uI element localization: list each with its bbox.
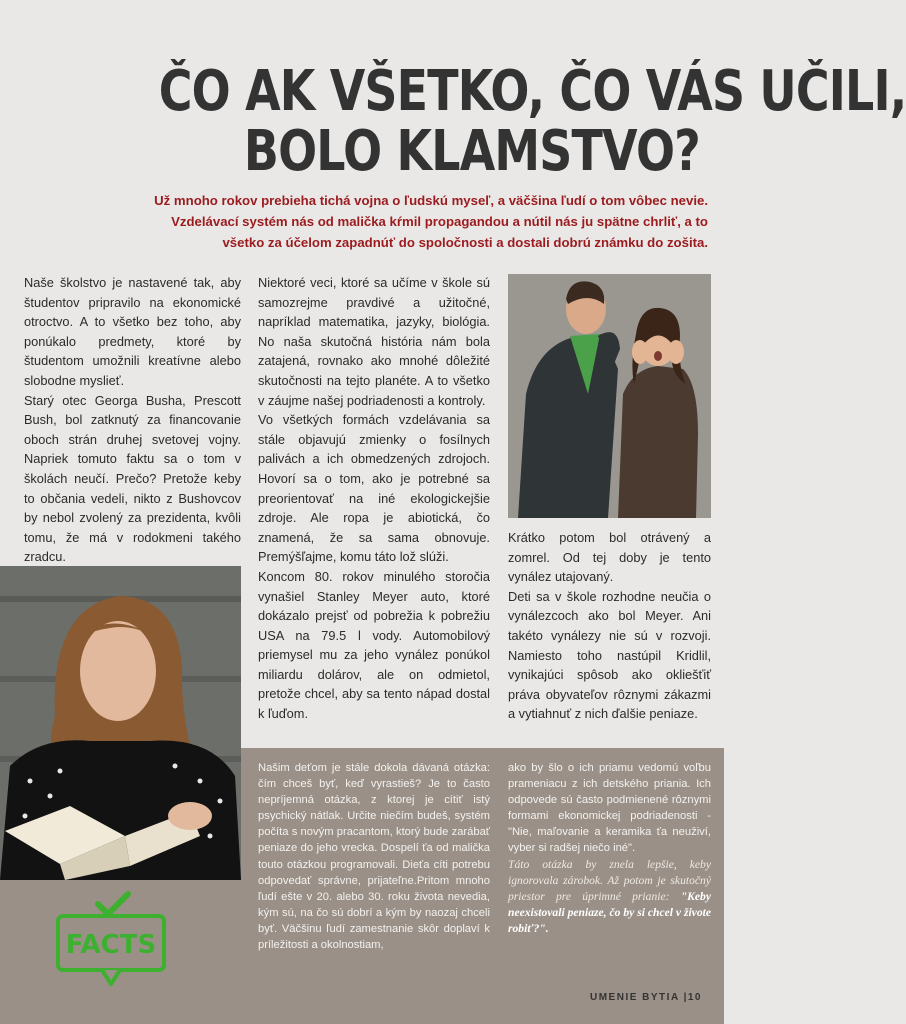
facts-italic-paragraph (508, 857, 711, 937)
facts-label: FACTS (65, 930, 157, 960)
facts-italic-text: Táto otázka by znela lepšie, keby ignorovala zárobok. Až potom je skutočný priestor pre úprimné prianie: (508, 857, 711, 903)
article-column-2 (258, 273, 490, 724)
reading-girl-photo (0, 566, 241, 880)
whisper-photo-illustration (508, 274, 711, 518)
checkmark-icon (98, 894, 128, 914)
lead-line-1: Už mnoho rokov prebieha tichá vojna o ľudskú myseľ, a väčšina ľudí o tom vôbec nevie. (154, 193, 708, 208)
facts-text-right (508, 760, 711, 937)
lead-paragraph (98, 190, 708, 253)
title-line-2: BOLO KLAMSTVO? (243, 118, 700, 184)
reading-girl-illustration (0, 566, 241, 880)
col2-paragraph-2: Vo všetkých formách vzdelávania sa stále objavujú zmienky o fosílnych palivách a ich obmedzených zdrojoch. Hovorí sa o tom, ako je potrebné sa preorientovať na iné ekologickejšie zdroje. Ale ropa je abiotická, čo znamená, že sa sama obnovuje. Premýšľajme, komu táto lož slúži. (258, 412, 490, 565)
col2-paragraph-3: Koncom 80. rokov minulého storočia vynašiel Stanley Meyer auto, ktoré dokázalo prejsť od pobrežia k pobrežiu USA na 79.5 l vody. Automobilový priemysel mu za jeho vynález ponúkol miliardu dolárov, ale on odmietol, pretože chcel, aby sa tento nápad dostal k ľuďom. (258, 568, 490, 722)
lead-line-3: všetko za účelom zapadnúť do spoločnosti a dostali dobrú známku do zošita. (222, 235, 708, 250)
facts-left-paragraph: Našim deťom je stále dokola dávaná otázka: čím chceš byť, keď vyrastieš? Je to často nepríjemná otázka, z ktorej je cítiť istý psychický nátlak. Určite niečím budeš, systém počíta s novým pracantom, ktorý bude zarábať peniaze do jeho vrecka. Dospelí ťa od malička touto otázkou programovali. Dieťa cíti potrebu odpovedať správne, prijateľne.Pritom mnoho ľudí ešte v 20. alebo 30. roku života nevedia, kým sú, na čo sú dobrí a kým by naozaj chceli byť. Väčšinu ľudí zamestnanie skôr doplaví k príležitosti a okolnostiam, (258, 762, 490, 952)
page-footer: UMENIE BYTIA |10 (590, 992, 702, 1003)
article-column-3 (508, 528, 711, 724)
col2-paragraph-1: Niektoré veci, ktoré sa učíme v škole sú samozrejme pravdivé a užitočné, napríklad matematika, jazyky, biológia. No naša skutočná história nám bola zatajená, rovnako ako mnohé dôležité skutočnosti na tejto planéte. A to všetko v záujme našej podriadenosti a kontroly. (258, 275, 490, 408)
lead-line-2: Vzdelávací systém nás od malička kŕmil propagandou a nútil nás ju spätne chrliť, a to (171, 214, 708, 229)
facts-text-left (258, 760, 490, 953)
col1-paragraph-2: Starý otec Georga Busha, Prescott Bush, bol zatknutý za financovanie oboch strán druhej svetovej vojny. Napriek tomuto faktu sa o tom v školách neučí. Prečo? Pretože keby to občania vedeli, nikto z Bushovcov by nebol zvolený za prezidenta, kvôli tomu, že má v rodokmeni takého zradcu. (24, 392, 241, 565)
page-title (158, 58, 906, 184)
title-line-1: ČO AK VŠETKO, ČO VÁS UČILI, (158, 58, 906, 124)
whisper-photo (508, 274, 711, 518)
article-column-1 (24, 273, 241, 567)
col3-paragraph-1: Krátko potom bol otrávený a zomrel. Od tej doby je tento vynález utajovaný. (508, 530, 711, 585)
facts-badge-icon (52, 892, 170, 992)
facts-badge-svg (52, 892, 170, 992)
col3-paragraph-2: Deti sa v škole rozhodne neučia o vynálezcoch ako bol Meyer. Ani takéto vynálezy nie sú v rozvoji. Namiesto toho nastúpil Kridlil, vynikajúci spôsob ako okliešťiť práva obyvateľov rôznymi zákazmi a vytiahnuť z nich ďalšie peniaze. (508, 588, 711, 722)
facts-italic-bold: "Keby neexistovali peniaze, čo by si chcel v živote robiť?". (508, 889, 711, 935)
facts-right-paragraph: ako by šlo o ich priamu vedomú voľbu prameniacu z ich detského priania. Ich odpovede sú často podmienené rôznymi formami ekonomickej podriadenosti - "Nie, maľovanie a keramika ťa neuživí, vyber si radšej niečo iné". (508, 762, 711, 855)
col1-paragraph-1: Naše školstvo je nastavené tak, aby študentov pripravilo na ekonomické otroctvo. A to všetko bez toho, aby ponúkalo predmety, ktoré by študentom umožnili kreatívne alebo slobodne myslieť. (24, 275, 241, 388)
